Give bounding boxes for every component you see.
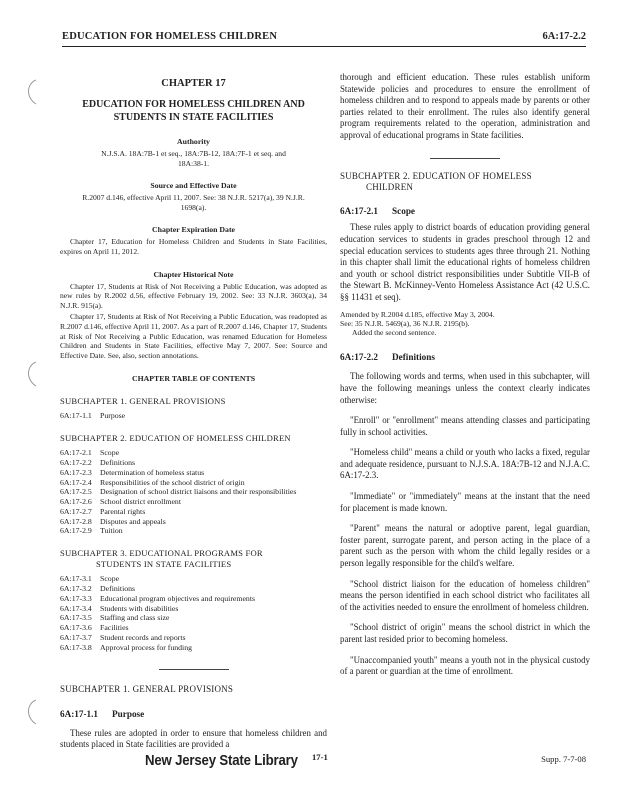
toc-entry[interactable]: 6A:17-2.9 Tuition: [60, 526, 123, 536]
subchapter-2-line-1: SUBCHAPTER 2. EDUCATION OF HOMELESS: [340, 170, 532, 181]
toc-entry[interactable]: 6A:17-2.6 School district enrollment: [60, 497, 181, 507]
purpose-text: These rules are adopted in order to ensure that homeless children and students placed in State facilities are provided a: [60, 727, 327, 750]
subchapter-2-line-2: CHILDREN: [366, 182, 414, 193]
historical-note-1: Chapter 17, Students at Risk of Not Receiving a Public Education, was adopted as new rules by R.2002 d.56, effective February 19, 2002. See: 33 N.J.R. 3603(a), 34 N.J.R. 915(a).: [60, 281, 327, 310]
definition-homeless-child: "Homeless child" means a child or youth who lacks a fixed, regular and adequate residence, pursuant to N.J.S.A. 18A:7B-12 and N.J.A.C. 6A:17-2.3.: [340, 447, 590, 481]
amendment-line: Amended by R.2004 d.185, effective May 3, 2004.: [340, 309, 495, 319]
historical-heading: Chapter Historical Note: [153, 269, 234, 279]
toc-subchapter-3-line-1: SUBCHAPTER 3. EDUCATIONAL PROGRAMS FOR: [60, 548, 263, 559]
toc-subchapter-3: [60, 548, 327, 570]
toc-entry[interactable]: 6A:17-2.2 Definitions: [60, 457, 136, 467]
toc-entry[interactable]: 6A:17-2.3 Determination of homeless status: [60, 467, 205, 477]
punch-hole-mark: [24, 78, 40, 106]
expiration-heading: Chapter Expiration Date: [151, 225, 236, 235]
definition-enroll: "Enroll" or "enrollment" means attending classes and participating fully in school activities.: [340, 415, 590, 437]
toc-entry[interactable]: 6A:17-3.5 Staffing and class size: [60, 613, 170, 623]
section-number: 6A:17-2.1: [340, 205, 379, 216]
section-2-2-heading: [340, 352, 590, 364]
expiration-text: Chapter 17, Education for Homeless Children and Students in State Facilities, expires on April 11, 2012.: [60, 237, 327, 256]
subchapter-2-heading: [340, 171, 590, 194]
section-1-1-heading: [60, 709, 327, 720]
toc-list-3: [60, 574, 327, 652]
definition-unaccompanied-youth: "Unaccompanied youth" means a youth not in the physical custody of a parent or guardian at the time of enrollment.: [340, 654, 590, 677]
toc-list-2: [60, 448, 327, 536]
historical-note-2: Chapter 17, Students at Risk of Not Receiving a Public Education, was readopted as R.2007 d.146, effective April 11, 2007. As a part of R.2007 d.146, Chapter 17, Students at Risk of Not Receiving a Public Education, was renamed Education for Homeless Children and Students in State Facilities, effective May 7, 2007. See: Source and Effective Date. See, also, section annotations.: [60, 312, 327, 360]
amendment-note: [340, 310, 590, 338]
left-column: [60, 72, 327, 751]
authority-text: N.J.S.A. 18A:7B-1 et seq., 18A:7B-12, 18A:7F-1 et seq. and 18A:38-1.: [101, 149, 286, 168]
toc-entry[interactable]: 6A:17-2.7 Parental rights: [60, 506, 146, 516]
source-text: R.2007 d.146, effective April 11, 2007. See: 38 N.J.R. 5217(a), 39 N.J.R. 1698(a).: [82, 193, 305, 212]
punch-hole-mark: [24, 360, 40, 388]
header-title: EDUCATION FOR HOMELESS CHILDREN: [62, 31, 278, 42]
amendment-line: Added the second sentence.: [352, 328, 437, 338]
section-title: Definitions: [392, 351, 435, 362]
toc-entry[interactable]: 6A:17-3.1 Scope: [60, 574, 120, 584]
subchapter-1-heading: SUBCHAPTER 1. GENERAL PROVISIONS: [60, 683, 234, 694]
toc-entry[interactable]: 6A:17-2.4 Responsibilities of the school district of origin: [60, 477, 245, 487]
toc-heading: CHAPTER TABLE OF CONTENTS: [131, 374, 256, 384]
scope-text: These rules apply to district boards of education providing general education services to students in grades preschool through 12 and special education services to students ages three through 21. Nothing in this chapter shall limit the educational rights of homeless children and youth or school district responsibilities under Subtitle VII-B of the Stewart B. McKinney-Vento Homeless Assistance Act (42 U.S.C. §§ 11431 et seq).: [340, 222, 590, 302]
toc-entry[interactable]: 6A:17-1.1 Purpose: [60, 411, 126, 421]
toc-entry[interactable]: 6A:17-3.3 Educational program objectives and requirements: [60, 593, 256, 603]
toc-list-1: [60, 411, 327, 421]
toc-entry[interactable]: 6A:17-3.6 Facilities: [60, 623, 129, 633]
toc-entry[interactable]: 6A:17-3.2 Definitions: [60, 584, 136, 594]
definition-district-of-origin: "School district of origin" means the school district in which the parent last resided prior to becoming homeless.: [340, 622, 590, 644]
header-section: 6A:17-2.2: [542, 31, 586, 42]
toc-entry[interactable]: 6A:17-2.1 Scope: [60, 448, 120, 458]
definition-immediate: "Immediate" or "immediately" means at the instant that the need for placement is made known.: [340, 491, 590, 513]
toc-entry[interactable]: 6A:17-3.4 Students with disabilities: [60, 603, 179, 613]
toc-entry[interactable]: 6A:17-2.5 Designation of school district liaisons and their responsibilities: [60, 487, 297, 497]
section-title: Purpose: [112, 708, 145, 719]
chapter-title: EDUCATION FOR HOMELESS CHILDREN AND STUDENTS IN STATE FACILITIES: [82, 99, 305, 123]
supplement-date: Supp. 7-7-08: [541, 754, 586, 764]
toc-entry[interactable]: 6A:17-3.7 Student records and reports: [60, 633, 186, 643]
page-footer: [0, 750, 618, 780]
section-number: 6A:17-1.1: [60, 708, 99, 719]
definitions-intro: The following words and terms, when used in this subchapter, will have the following meanings unless the context clearly indicates otherwise:: [340, 371, 590, 405]
definition-parent: "Parent" means the natural or adoptive parent, legal guardian, foster parent, surrogate parent, and person acting in the place of a parent such as the person with whom the child legally resides or a person legally responsible for the child's welfare.: [340, 523, 590, 569]
toc-subchapter-2: SUBCHAPTER 2. EDUCATION OF HOMELESS CHILDREN: [60, 433, 291, 444]
section-2-1-heading: [340, 206, 590, 218]
toc-entry[interactable]: 6A:17-2.8 Disputes and appeals: [60, 516, 166, 526]
section-title: Scope: [392, 205, 415, 216]
library-watermark: New Jersey State Library: [145, 752, 298, 769]
toc-subchapter-3-line-2: STUDENTS IN STATE FACILITIES: [96, 559, 232, 570]
purpose-continued: thorough and efficient education. These rules establish uniform Statewide policies and procedures to ensure the enrollment of homeless children and to respond to appeals made by parents or other parties related to their enrollment. The rules also identify general program requirements related to the operation, administration and approval of educational programs in State facilities.: [340, 72, 590, 140]
chapter-number: CHAPTER 17: [161, 78, 226, 89]
source-heading: Source and Effective Date: [150, 181, 237, 191]
amendment-line: See: 35 N.J.R. 5469(a), 36 N.J.R. 2195(b).: [340, 318, 470, 328]
divider: [159, 669, 229, 670]
punch-hole-mark: [24, 698, 40, 726]
toc-subchapter-1: SUBCHAPTER 1. GENERAL PROVISIONS: [60, 396, 226, 407]
section-number: 6A:17-2.2: [340, 351, 379, 362]
toc-entry[interactable]: 6A:17-3.8 Approval process for funding: [60, 642, 193, 652]
right-column: [340, 72, 590, 678]
authority-heading: Authority: [177, 137, 210, 146]
page-number: 17-1: [312, 752, 328, 762]
running-header: [62, 30, 586, 47]
definition-district-liaison: "School district liaison for the education of homeless children" means the person identified in each school district who facilitates all of the activities needed to ensure the enrollment of homeless children.: [340, 578, 590, 612]
divider: [430, 158, 500, 159]
